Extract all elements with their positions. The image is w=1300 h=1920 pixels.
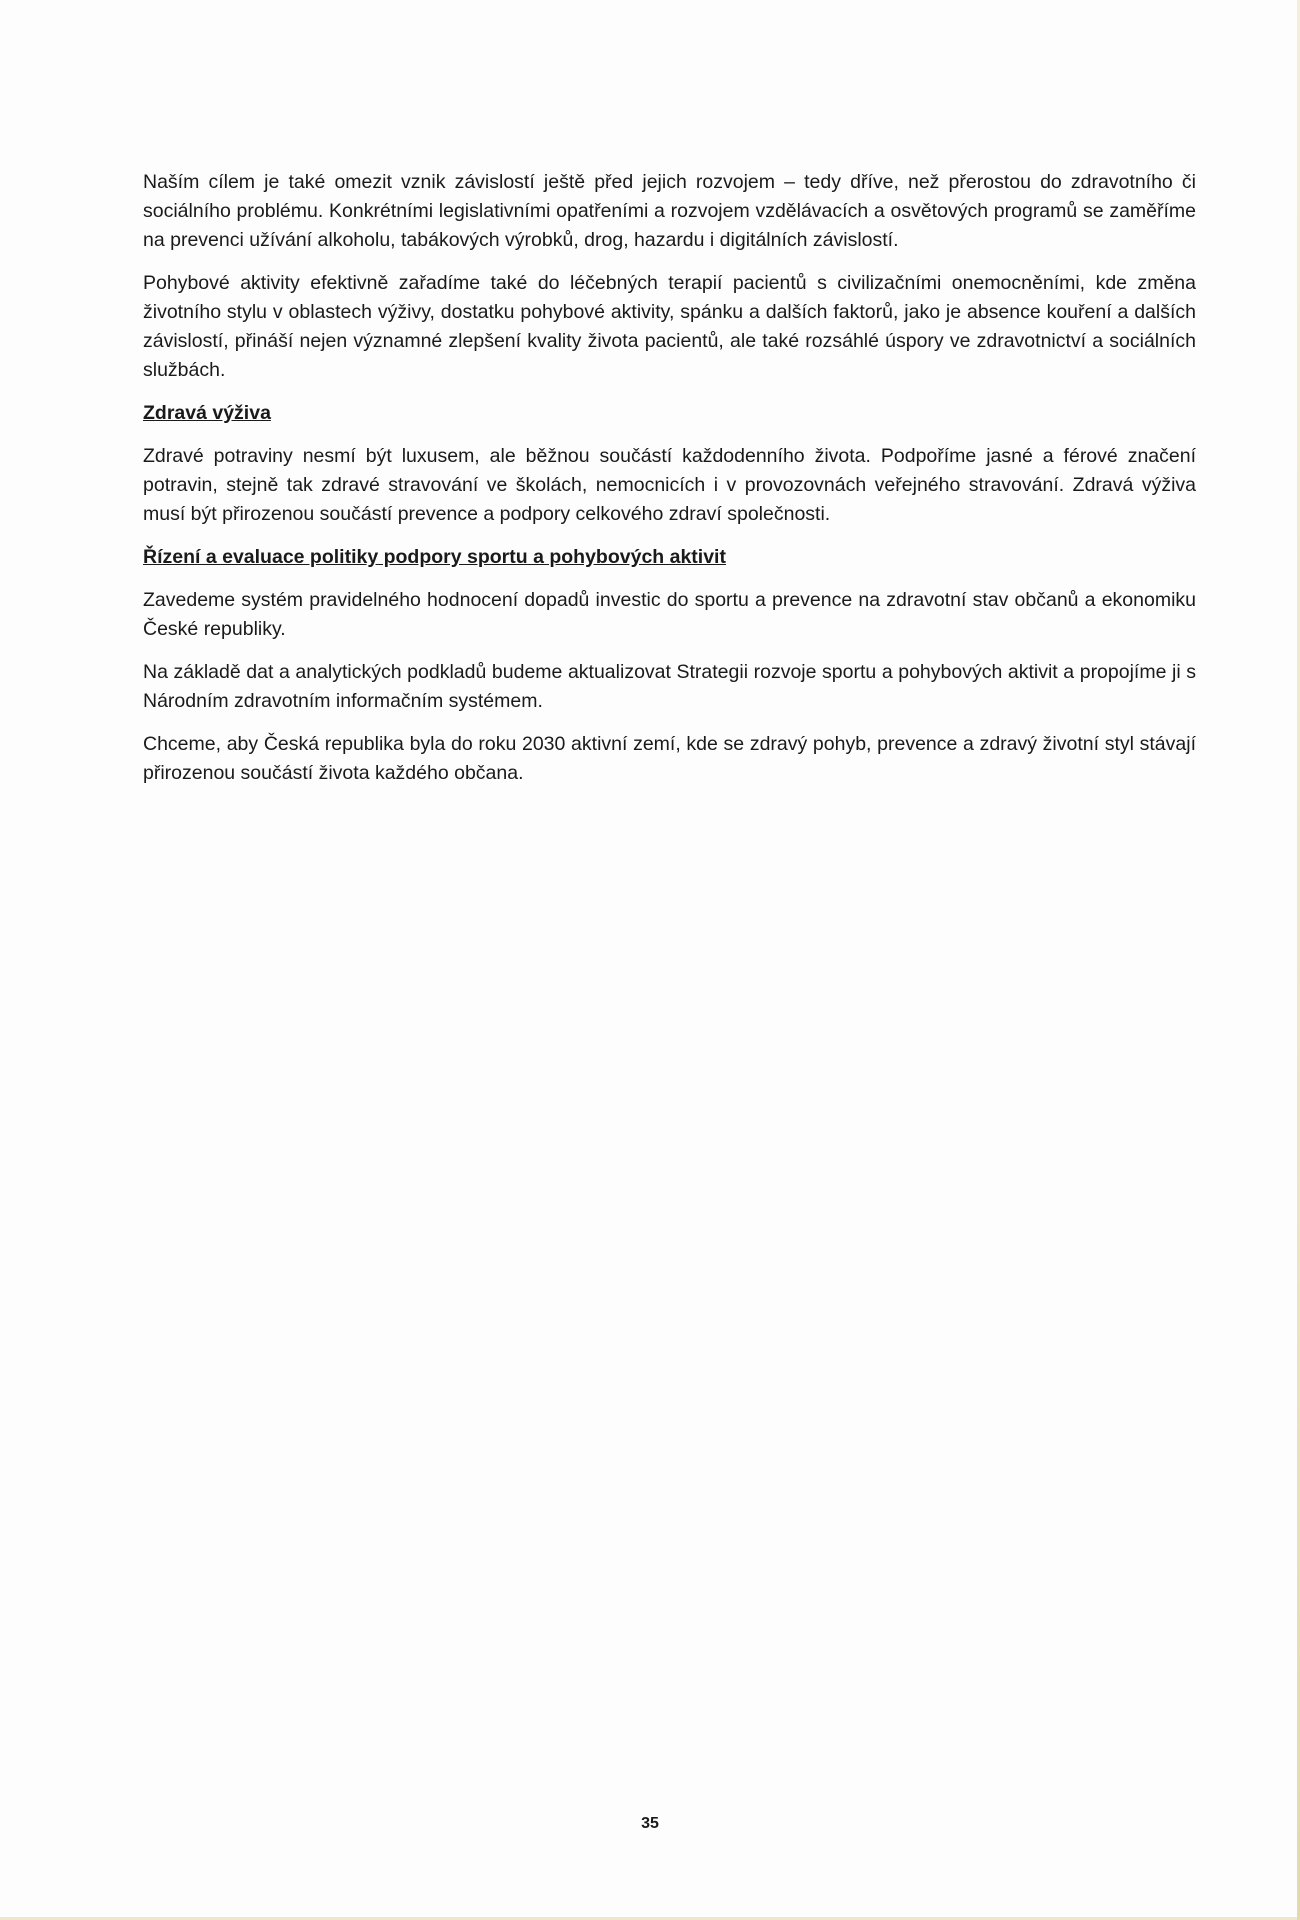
paragraph-impact-assessment: Zavedeme systém pravidelného hodnocení dopadů investic do sportu a prevence na zdravotní stav občanů a ekonomiku České republiky. <box>143 589 1196 640</box>
paragraph-strategy-update: Na základě dat a analytických podkladů budeme aktualizovat Strategii rozvoje sportu a pohybových aktivit a propojíme ji s Národním zdravotním informačním systémem. <box>143 661 1196 712</box>
paragraph-2030-goal: Chceme, aby Česká republika byla do roku 2030 aktivní zemí, kde se zdravý pohyb, prevence a zdravý životní styl stávají přirozenou součástí života každého občana. <box>143 733 1196 784</box>
heading-healthy-nutrition: Zdravá výživa <box>143 402 271 424</box>
heading-policy-evaluation: Řízení a evaluace politiky podpory sportu a pohybových aktivit <box>143 546 726 568</box>
paragraph-addiction-prevention: Naším cílem je také omezit vznik závislostí ještě před jejich rozvojem – tedy dříve, než přerostou do zdravotního či sociálního problému. Konkrétními legislativními opatřeními a rozvojem vzdělávacích a osvětových programů se zaměříme na prevenci užívání alkoholu, tabákových výrobků, drog, hazardu i digitálních závislostí. <box>143 171 1196 251</box>
page-content <box>143 168 1196 802</box>
page-number: 35 <box>641 1815 659 1832</box>
paragraph-physical-activity-therapy: Pohybové aktivity efektivně zařadíme také do léčebných terapií pacientů s civilizačními onemocněními, kde změna životního stylu v oblastech výživy, dostatku pohybové aktivity, spánku a dalších faktorů, jako je absence kouření a dalších závislostí, přináší nejen významné zlepšení kvality života pacientů, ale také rozsáhlé úspory ve zdravotnictví a sociálních službách. <box>143 272 1196 381</box>
paragraph-healthy-food: Zdravé potraviny nesmí být luxusem, ale běžnou součástí každodenního života. Podpoříme jasné a férové značení potravin, stejně tak zdravé stravování ve školách, nemocnicích i v provozovnách veřejného stravování. Zdravá výživa musí být přirozenou součástí prevence a podpory celkového zdraví společnosti. <box>143 445 1196 525</box>
